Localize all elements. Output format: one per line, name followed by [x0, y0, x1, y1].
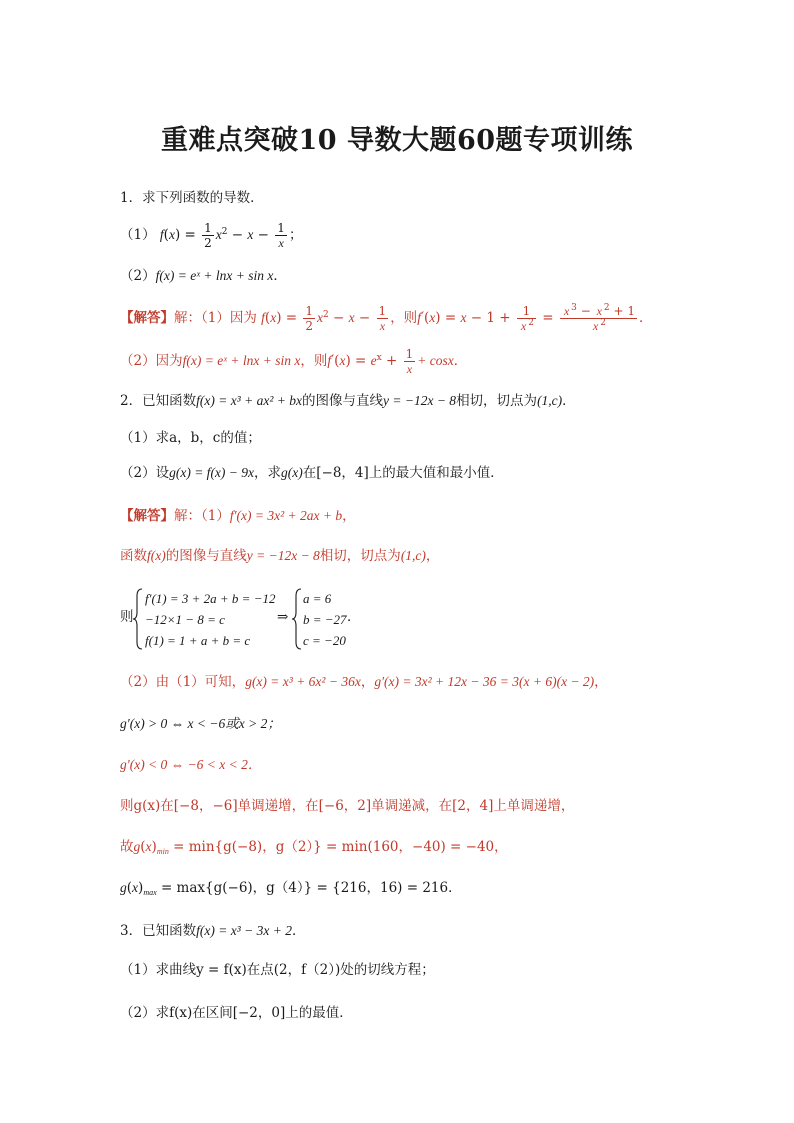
q2-answer-2: （2）由（1）可知，g(x) = x³ + 6x² − 36x，g′(x) = 3x² + 12x − 36 = 3(x + 6)(x − 2)，: [120, 674, 608, 690]
q2-answer-tangent: 函数f(x)的图像与直线y = −12x − 8相切，切点为(1,c)，: [120, 548, 440, 564]
q2-answer-1: 【解答】解：（1）f′(x) = 3x² + 2ax + b，: [120, 508, 356, 524]
q1-answer-1: 【解答】解：（1）因为 f(x) = $\frac{1}{2}$ $x^2 - x$ − $\frac{1}{x}$ ，则f′(x) = x − 1 + $\frac{1}{x ^2}$ = $\frac{x ^3 - x ^2 + 1}{x ^2}$ ．: [120, 303, 653, 333]
system-right: a = 6 b = −27 c = −20: [303, 591, 347, 648]
left-brace-icon: [132, 588, 144, 650]
implies-symbol: ⇒: [277, 609, 289, 625]
system-end: ．: [347, 609, 361, 625]
q1-part1: （1） f(x) = $\frac{1}{2}$ $x^2 - x$ − $\frac{1}{x}$ ；: [120, 221, 303, 250]
q1-stem: 1．求下列函数的导数．: [120, 190, 264, 206]
q3-stem: 3．已知函数f(x) = x³ − 3x + 2．: [120, 923, 306, 939]
system-left: f′(1) = 3 + 2a + b = −12 −12×1 − 8 = c f(1) = 1 + a + b = c: [145, 591, 276, 648]
q2-part2: （2）设g(x) = f(x) − 9x，求g(x)在[−8，4]上的最大值和最小值．: [120, 465, 504, 481]
q1-part2: （2）f(x) = eˣ + lnx + sin x．: [120, 268, 287, 284]
q2-decreasing: g′(x) < 0 ⇔ −6 < x < 2．: [120, 757, 262, 772]
right-system-brace-icon: [291, 588, 303, 650]
q3-part1: （1）求曲线y = f(x)在点(2，f（2）)处的切线方程；: [120, 962, 435, 978]
q2-monotonic: 则g(x)在[−8，−6]单调递增，在[−6，2]单调递减，在[2，4]上单调递增，: [120, 798, 575, 814]
q2-max: $g(x)_{max} = \max\{g(-6)$，g（4）} = {216，16) = 216．: [120, 880, 462, 897]
page-title: 重难点突破10 导数大题60题专项训练: [160, 125, 634, 156]
q2-part1: （1）求a，b，c的值；: [120, 430, 261, 446]
q2-min: 故$g(x)_{min} = \min\{g(-8)$，g（2）} = min(160，−40) = −40，: [120, 839, 508, 856]
q2-increasing: g′(x) > 0 ⇔ x < −6或x > 2；: [120, 716, 281, 731]
system-then: 则: [120, 609, 134, 625]
q2-stem: 2．已知函数f(x) = x³ + ax² + bx的图像与直线y = −12x − 8相切，切点为(1,c)．: [120, 393, 576, 409]
q3-part2: （2）求f(x)在区间[−2，0]上的最值．: [120, 1005, 353, 1021]
q1-answer-2: （2）因为f(x) = eˣ + lnx + sin x，则$f'(x) = e^x$ + $\frac{1}{x}$ + cosx．: [120, 347, 468, 376]
